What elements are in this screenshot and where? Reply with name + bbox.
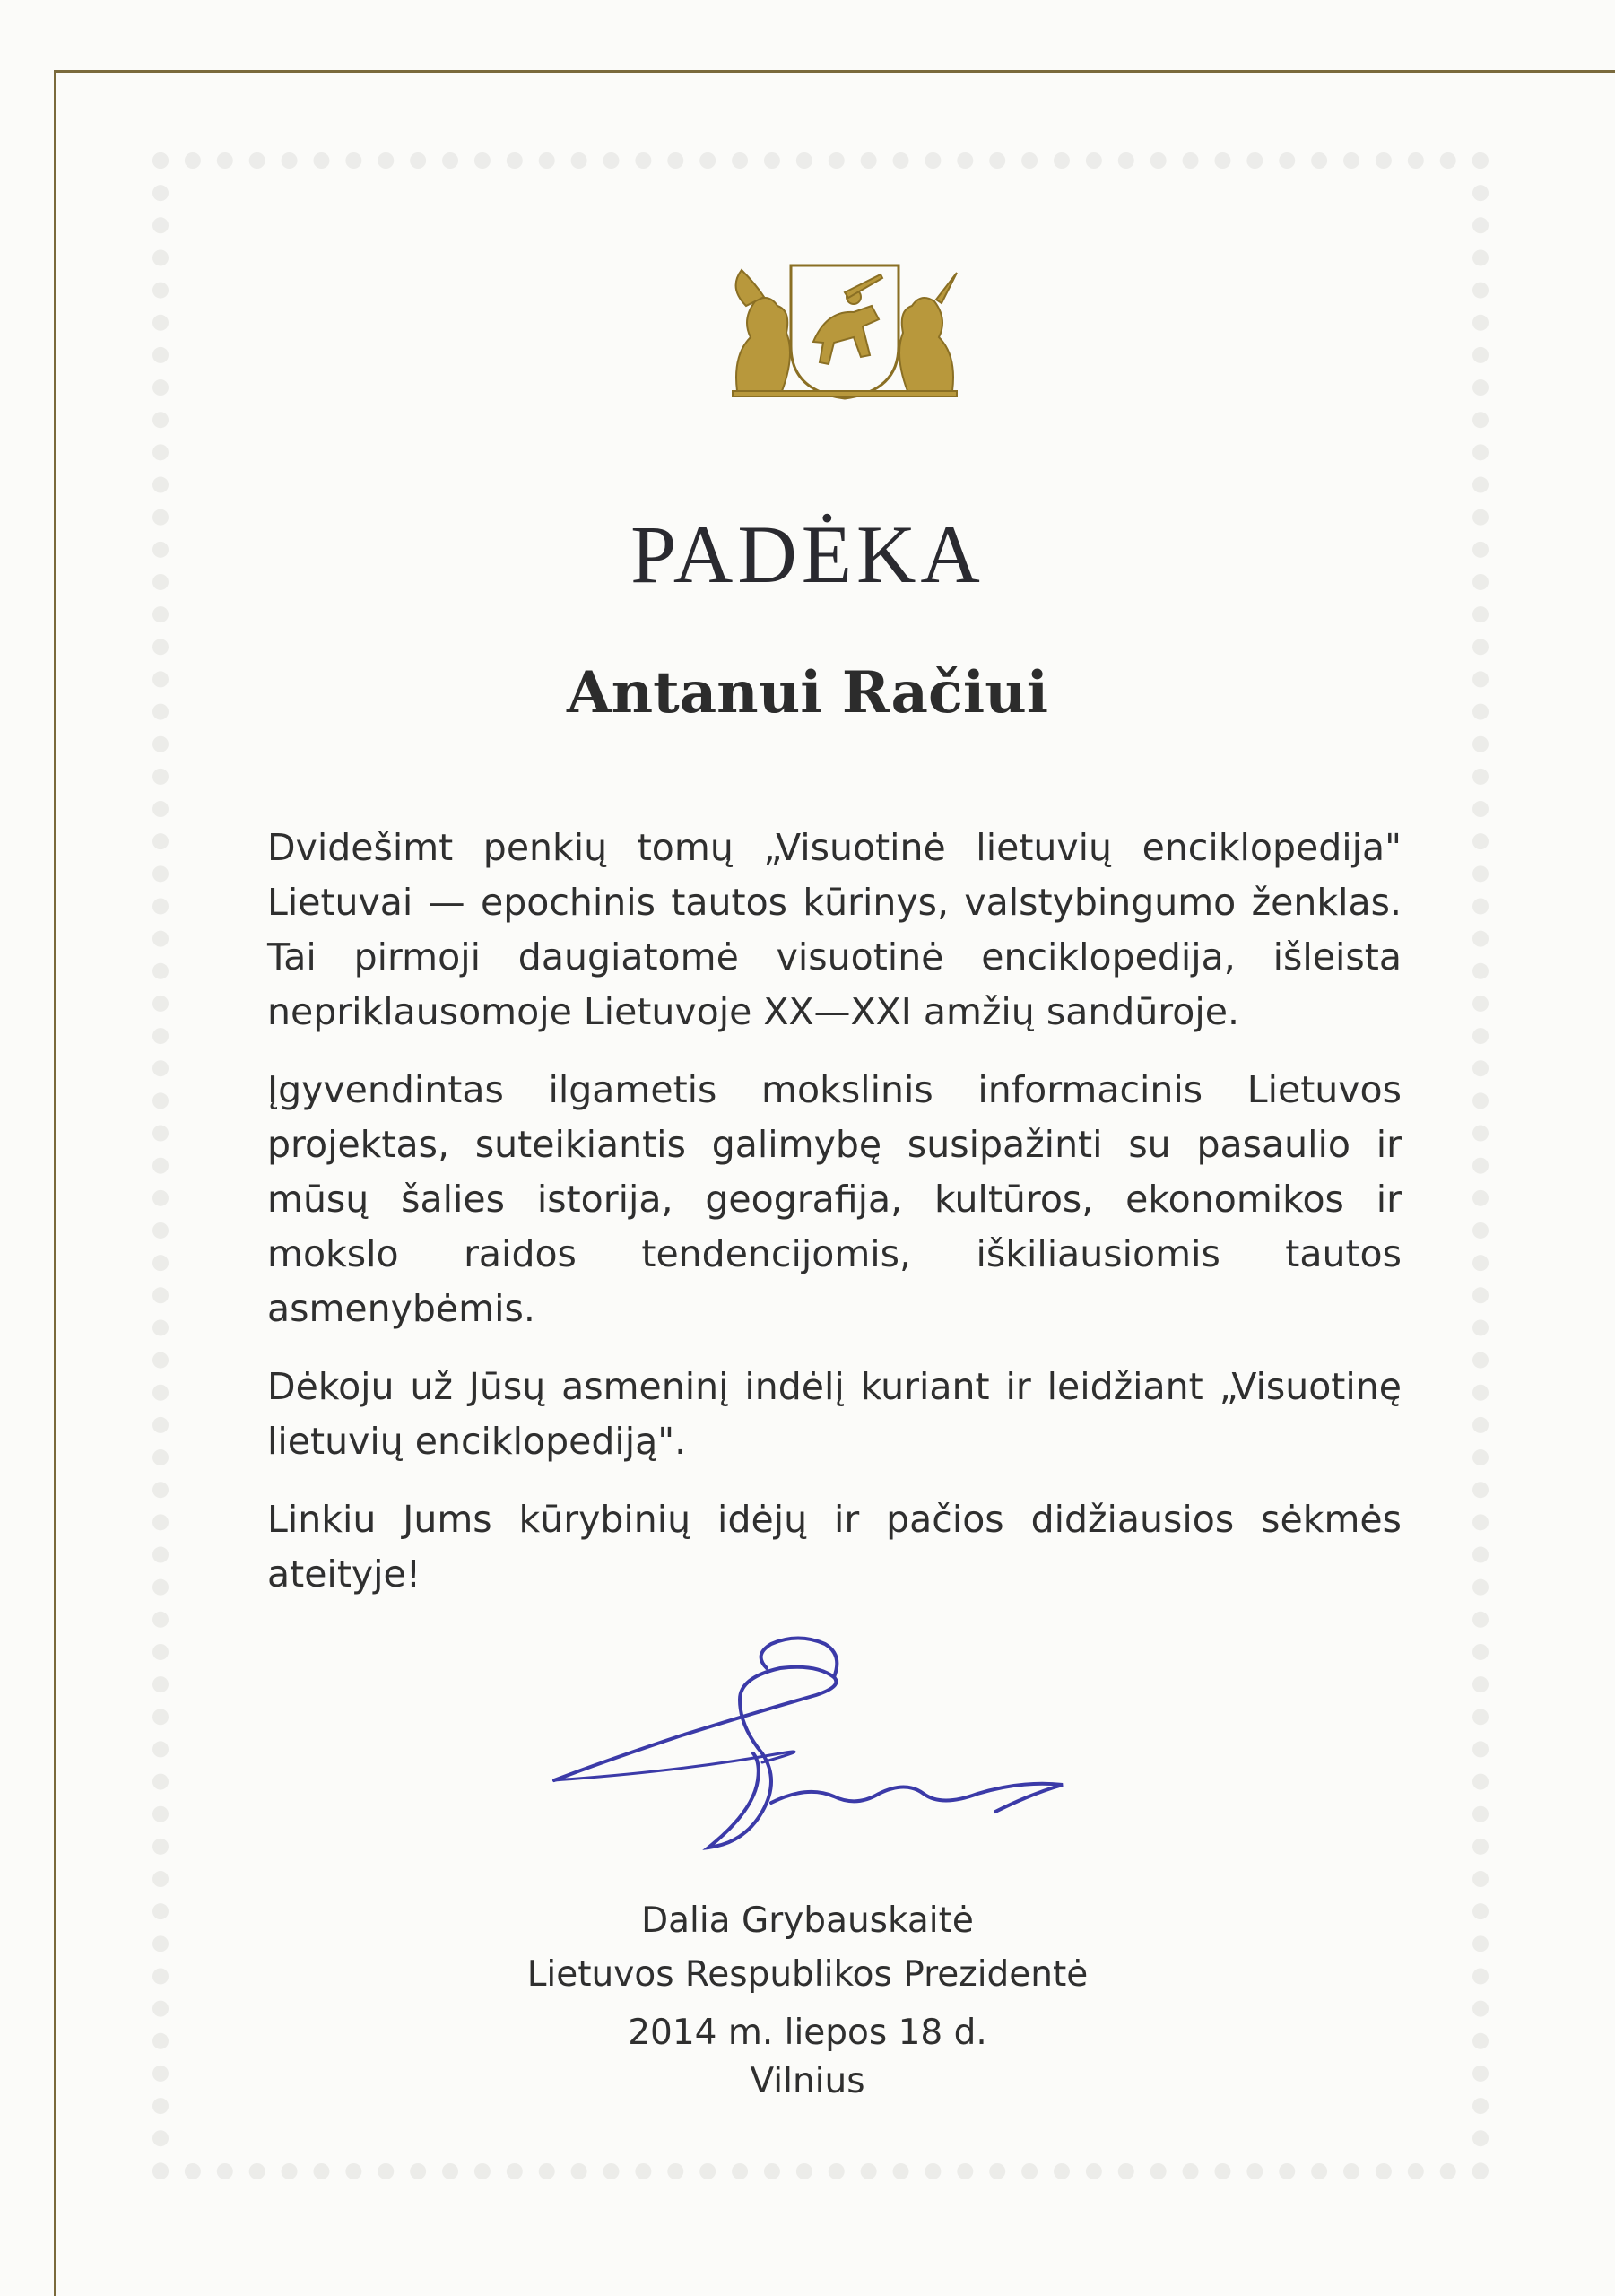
document-title: PADĖKA — [630, 509, 985, 600]
recipient-name: Antanui Račiui — [566, 659, 1049, 726]
paragraph-4: Linkiu Jums kūrybinių idėjų ir pačios didžiausios sėkmės ateityje! — [267, 1498, 1402, 1596]
signer-title: Lietuvos Respublikos Prezidentė — [526, 1954, 1089, 1995]
handwritten-signature — [547, 1628, 1072, 1852]
signer-name: Dalia Grybauskaitė — [641, 1900, 974, 1941]
paragraph-3: Dėkoju už Jūsų asmeninį indėlį kuriant ir leidžiant „Visuotinę lietuvių enciklopediją". — [267, 1365, 1402, 1463]
letter-body — [267, 821, 1402, 1625]
date-place-block — [0, 2009, 1615, 2106]
document-date: 2014 m. liepos 18 d. — [628, 2013, 987, 2053]
coat-of-arms-icon — [728, 257, 961, 400]
paragraph-2: Įgyvendintas ilgametis mokslinis informacinis Lietuvos projektas, suteikiantis galimybę susipažinti su pasaulio ir mūsų šalies istorija, geografija, kultūros, ekonomikos ir mokslo raidos tendencijomis, iškiliausiomis tautos asmenybėmis. — [267, 1068, 1402, 1330]
paragraph-1: Dvidešimt penkių tomų „Visuotinė lietuvių enciklopedija" Lietuvai — epochinis tautos kūrinys, valstybingumo ženklas. Tai pirmoji daugiatomė visuotinė enciklopedija, išleista nepriklausomoje Lietuvoje XX—XXI amžių sandūroje. — [267, 826, 1402, 1033]
document-place: Vilnius — [750, 2061, 865, 2101]
signer-block — [0, 1894, 1615, 2002]
